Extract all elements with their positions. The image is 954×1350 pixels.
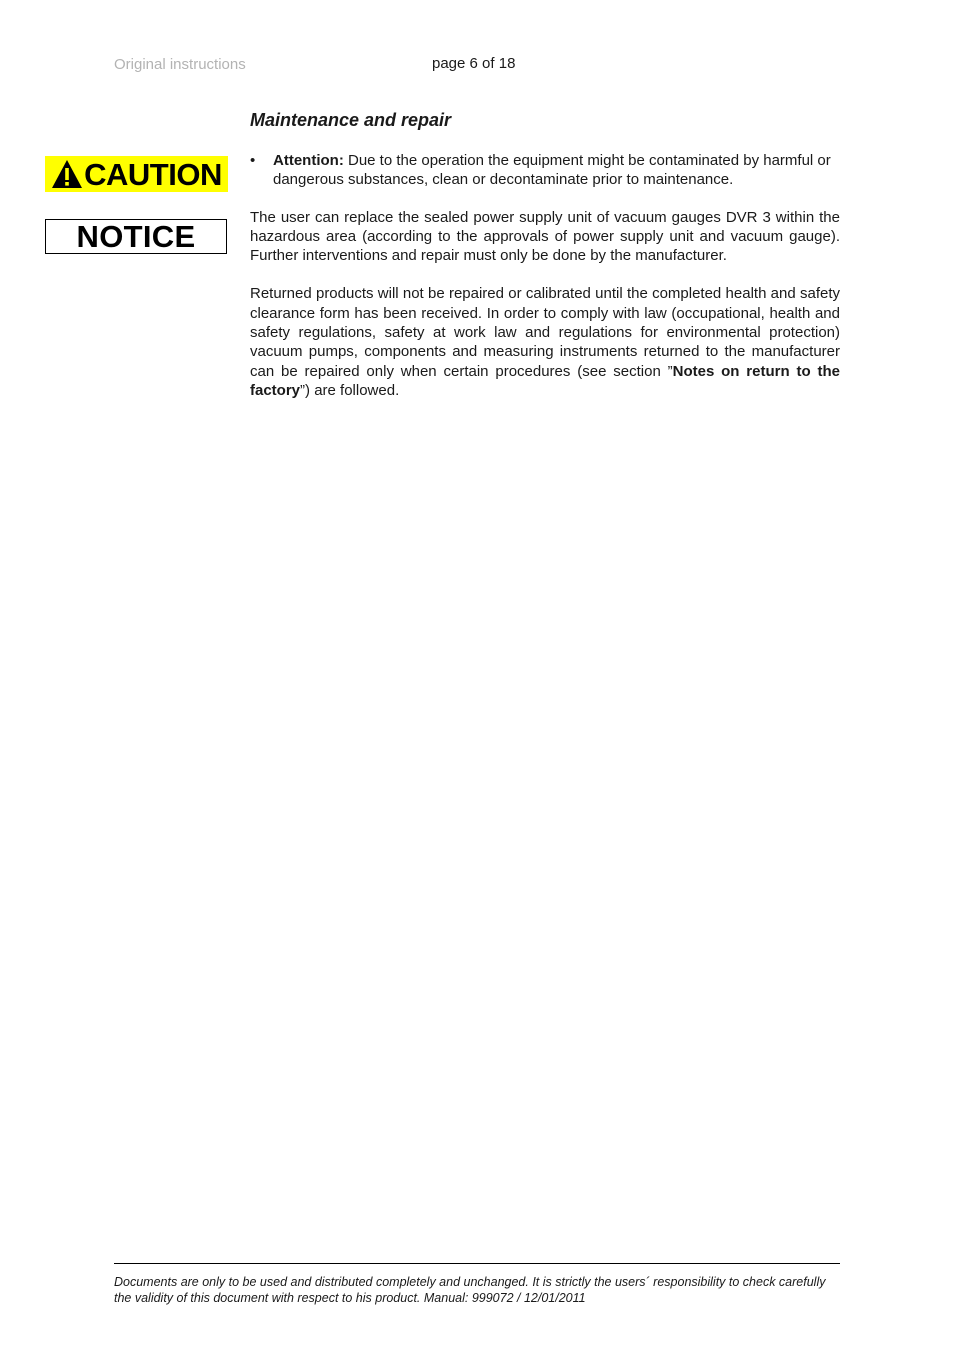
footer-line-1: Documents are only to be used and distributed completely and unchanged. It is strictly the users´ responsibility to check carefully [114,1275,826,1289]
footer-disclaimer [114,1274,854,1307]
attention-bullet [250,151,840,190]
attention-lead: Attention: [273,152,344,169]
warning-triangle-icon [51,159,83,189]
returns-section-reference: Notes on return to the factory [250,362,840,399]
notice-label [45,219,227,254]
caution-label [45,156,228,192]
header-document-type: Original instructions [114,56,246,73]
caution-text: CAUTION [84,156,222,192]
returns-tail: ”) are followed. [300,381,400,399]
page-number: page 6 of 18 [432,55,516,72]
footer-line-2: the validity of this document with respect to his product. Manual: 999072 / 12/01/2011 [114,1291,586,1306]
notice-text: NOTICE [76,219,196,254]
returns-text: Returned products will not be repaired or calibrated until the completed health and safety clearance form has been received. In order to comply with law (occupational, health and safety regulations, safety at work law and regulations for environmental protection) vacuum pumps, components and measuring instruments returned to the manufacturer can be repaired only when certain procedures (see section ” [250,285,840,380]
paragraph-replacement: The user can replace the sealed power supply unit of vacuum gauges DVR 3 within the hazardous area (according to the approvals of power supply unit and vacuum gauge). Further interventions and repair must only be done by the manufacturer. [250,208,840,265]
bullet-mark: • [250,152,256,169]
footer-divider [114,1263,840,1264]
paragraph-returns [250,284,840,400]
section-body [250,151,840,419]
section-title: Maintenance and repair [250,110,452,130]
attention-text: Due to the operation the equipment might be contaminated by harmful or dangerous substances, clean or decontaminate prior to maintenance. [273,152,831,189]
